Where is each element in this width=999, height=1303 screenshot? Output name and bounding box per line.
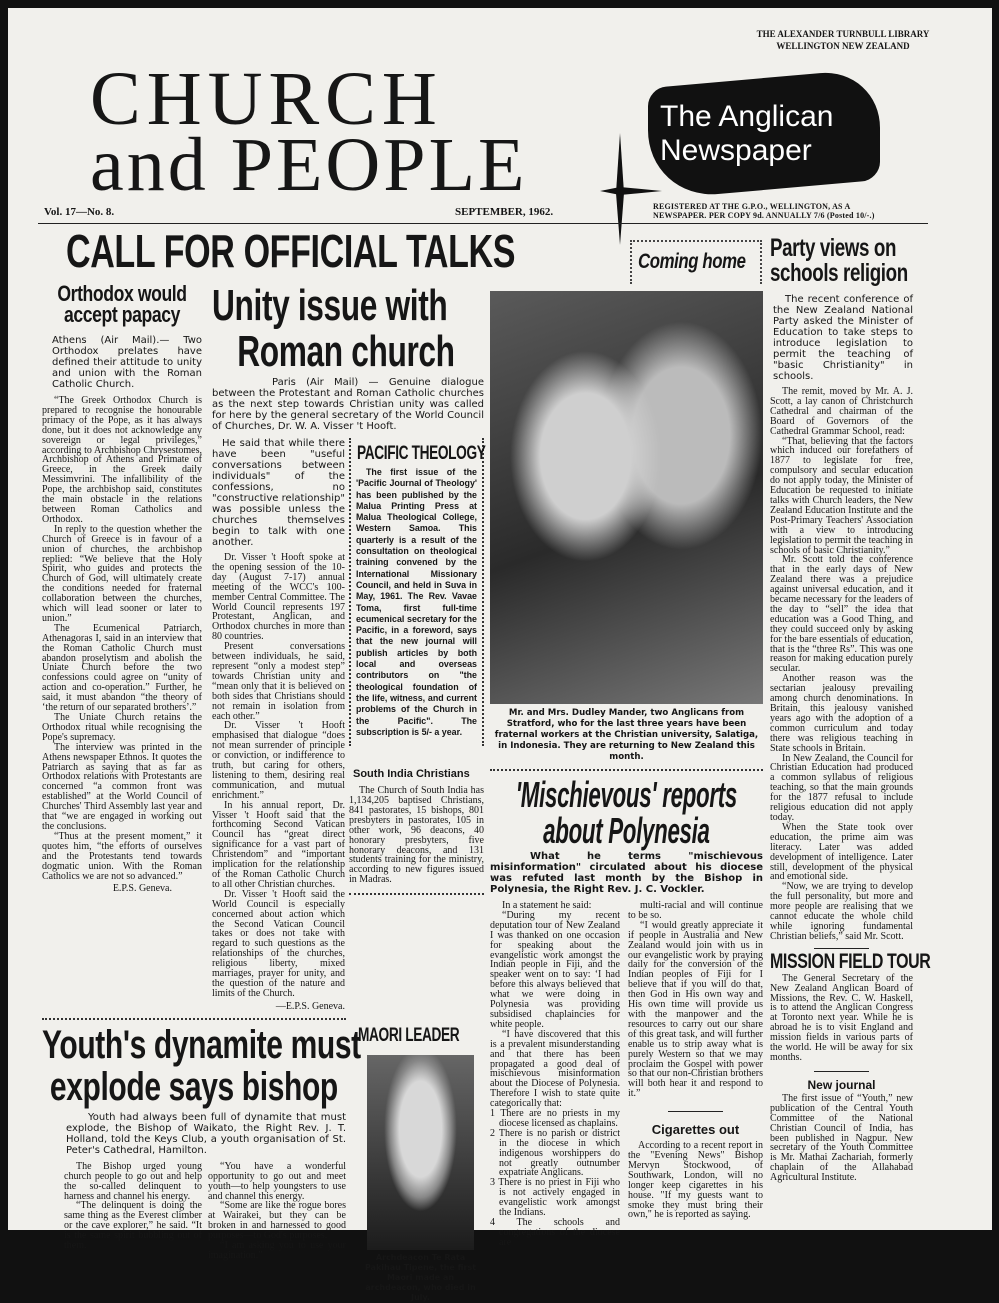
paragraph: Another reason was the sectarian jealousy prevailing among church denominations. In Britain, this jealousy vanished years ago with the adoption of a common curriculum and today there was religious teaching in State schools in Britain. xyxy=(770,673,913,754)
youth-body xyxy=(64,1162,346,1261)
library-stamp xyxy=(743,28,943,52)
paragraph: The Bishop urged young church people to go out and help the so-called delinquent to harness and channel his energy. xyxy=(64,1160,202,1202)
paragraph: “The delinquent is doing the same thing as the Everest climber or the cave explorer,” he said. “It is the same spirit bubbling out of them. xyxy=(64,1200,202,1252)
paragraph: The remit, moved by Mr. A. J. Scott, a lay canon of Christchurch Cathedral and chairman of the Board of Governors of the Cathedral Grammar School, read: xyxy=(770,386,913,437)
coming-home-label: Coming home xyxy=(638,250,746,273)
youth-article xyxy=(42,1018,361,1261)
orthodox-body xyxy=(42,396,202,881)
paragraph: Dr. Visser 't Hooft emphasised that dialogue “does not mean surrender of principle or conviction, or indifference to truth, but caring for others, listening to them, desiring real communication, and mutual enrichment.” xyxy=(212,720,345,801)
orthodox-headline xyxy=(42,283,202,329)
headline-line: 'Mischievous' reports xyxy=(515,774,737,815)
stamp-line: THE ALEXANDER TURNBULL LIBRARY xyxy=(756,29,930,39)
masthead-people: and PEOPLE xyxy=(90,123,528,207)
maori-caption: Archdeacon Te Rata Pakihau Tipene, the first Maori made an archdeacon, who died in July. xyxy=(364,1252,477,1302)
divider xyxy=(349,893,484,895)
youth-headline xyxy=(42,1022,361,1110)
mischievous-list xyxy=(490,1109,620,1248)
registration-line: REGISTERED AT THE G.P.O., WELLINGTON, AS A xyxy=(653,202,851,211)
mischievous-col1 xyxy=(490,901,620,1248)
divider xyxy=(490,769,763,771)
unity-body xyxy=(212,553,345,999)
unity-lede: Paris (Air Mail) — Genuine dialogue between the Protestant and Roman Catholic churches as the next step towards Christian unity was called for here by the general secretary of the World Council of Churches, Dr. W. A. Visser 't Hooft. xyxy=(212,377,484,432)
headline-line: accept papacy xyxy=(63,302,181,327)
paragraph: Mr. Scott told the conference that in the early days of New Zealand there was a prejudice against universal education, and it became necessary for the leaders of the day to “sell” the idea that education was a Good Thing, and they could succeed only by asking for the bare essentials of education, that is the “three Rs”. This was one reason for making education purely secular. xyxy=(770,554,913,675)
mischievous-col2-wrap xyxy=(628,901,763,1220)
middle-block xyxy=(490,291,763,1248)
headline-line: explode says bishop xyxy=(49,1064,338,1109)
mission-body: The General Secretary of the New Zealand Anglican Board of Missions, the Rev. C. W. Haskell, is to attend the Anglican Congress at Toronto next year. While he is abroad he is to visit England and mission fields in various parts of the world. He will be away for six months. xyxy=(770,972,913,1063)
banner-headline: CALL FOR OFFICIAL TALKS xyxy=(66,225,516,277)
paragraph: Present conversations between individuals, he said, represent “only a modest step” towards Christian unity and “mean only that it is believed on both sides that Christians should not remain in isolation from each other.” xyxy=(212,641,345,722)
logo-text xyxy=(660,100,833,168)
journal-headline: New journal xyxy=(807,1077,876,1092)
paragraph: 3 There is no priest in Fiji who is not actively engaged in evangelistic work amongst the Indians. xyxy=(490,1177,620,1219)
paragraph: “Some are like the rogue bores at Wairakei, but they can be broken in and harnessed to good purposes—to God's purposes. xyxy=(208,1200,346,1242)
paragraph: “I have discovered that this is a prevalent misunderstanding and that there has been propagated a good deal of mischievous misinformation about the Diocese of Polynesia. Therefore I wish to state quite categorically that: xyxy=(490,1028,620,1110)
divider xyxy=(814,948,869,949)
cigarettes-body: According to a recent report in the "Evening News" Bishop Mervyn Stockwood, of Southwark, London, will no longer keep cigarettes in his house. "If my guests want to smoke they must bring their own," he is reported as saying. xyxy=(628,1140,763,1221)
unity-columns xyxy=(212,438,484,1012)
paragraph: “That, believing that the factors which induced our forefathers of 1877 to legislate for free, compulsory and secular education do not apply today, the Minister of Education be requested to initiate talks with Church leaders, the New Zealand Education Institute and the Post-Primary Teachers' Association with a view to introducing legislation to permit the teaching in schools of basic Christianity.” xyxy=(770,435,913,556)
paragraph: 2 There is no parish or district in the diocese in which indigenous worshippers do not greatly outnumber expatriate Anglicans. xyxy=(490,1127,620,1179)
headline-line: schools religion xyxy=(770,259,908,287)
mischievous-lede: What he terms "mischievous misinformation" circulated about his diocese was refuted last month by the Bishop in Polynesia, the Right Rev. J. C. Vockler. xyxy=(490,851,763,895)
paragraph: “Now, we are trying to develop the full personality, but more and more people are realising that we cannot educate the whole child while ignoring fundamental Christian beliefs,” said Mr. Scott. xyxy=(770,881,913,942)
maori-headline: MAORI LEADER xyxy=(358,1024,460,1046)
coming-home-box xyxy=(630,240,762,284)
paragraph: multi-racial and will continue to be so. xyxy=(628,900,763,921)
left-block xyxy=(42,283,484,1303)
orthodox-credit: E.P.S. Geneva. xyxy=(112,883,172,895)
pacific-theology-box xyxy=(349,438,484,746)
headline-line: Youth's dynamite must xyxy=(42,1022,361,1067)
photo-caption: Mr. and Mrs. Dudley Mander, two Anglicans from Stratford, who for the last three years have been fraternal workers at the Christian university, Salatiga, in Indonesia. They are returning to New Zealand this month. xyxy=(494,708,759,762)
cigarettes-headline: Cigarettes out xyxy=(651,1122,740,1138)
masthead-rule xyxy=(38,223,928,224)
divider xyxy=(668,1111,723,1112)
paragraph: Dr. Visser 't Hooft said the World Council is especially concerned about action which the Second Vatican Council takes or does not take with regard to such questions as the relationships of the churches, religious liberty, mixed marriages, prayer for unity, and the question of the nature and limits of the Church. xyxy=(212,888,345,999)
masthead-title xyxy=(90,57,528,207)
headline-line: Roman church xyxy=(237,327,455,376)
south-india-headline: South India Christians xyxy=(353,768,470,781)
mischievous-columns xyxy=(490,901,763,1248)
paragraph: In reply to the question whether the Church of Greece is in favour of a union of churches, the archbishop replied: “We believe that the Holy Spirit, who guides and protects the Church of God, will ultimately create the conditions needed for fraternal collaboration between the churches, which will lead sooner or later to union.” xyxy=(42,523,202,624)
paragraph: 1 There are no priests in my diocese licensed as chaplains. xyxy=(490,1108,620,1129)
volume-number: Vol. 17—No. 8. xyxy=(44,206,115,218)
pacific-headline: PACIFIC THEOLOGY xyxy=(357,443,486,464)
paragraph: The Ecumenical Patriarch, Athenagoras I, said in an interview that the Roman Catholic Church must abandon proselytism and abolish the Uniate Church before the two confessions could agree on “unity of action and co-operation.” Further, he said, it must abandon “the theory of ‘the return of our separated brothers’.” xyxy=(42,622,202,714)
headline-line: about Polynesia xyxy=(543,810,710,851)
pacific-body: The first issue of the 'Pacific Journal of Theology' has been published by the Malua Printing Press at Malua Theological College, Western Samoa. This quarterly is a result of the consultation on theological training convened by the International Missionary Council, and held in Suva in May, 1961. The Rev. Vavae Toma, first full-time ecumenical secretary for the Pacific, in a foreword, says that the new journal will publish articles by both local and overseas contributors on "the theological foundation of the life, witness, and current problems of the Church in the Pacific". The subscription is 5/- a year. xyxy=(356,467,477,737)
headline-line: Orthodox would xyxy=(57,281,187,306)
paragraph: “You have a wonderful opportunity to go out and meet youth—to help youngsters to use and channel this energy. xyxy=(208,1160,346,1202)
mischievous-col2 xyxy=(628,901,763,1099)
unity-intro: He said that while there have been "useful conversations between individuals" of the confessions, no "constructive relationship" was possible unless the churches themselves begin to talk with one another. xyxy=(212,438,345,548)
orthodox-lede: Athens (Air Mail).— Two Orthodox prelates have defined their attitude to unity and union with the Roman Catholic Church. xyxy=(52,335,202,390)
registration-notice xyxy=(653,203,875,220)
paragraph: When the State took over education, the prime aim was literacy. Later was added development of intelligence. Later still, development of the physical and emotional side. xyxy=(770,821,913,883)
paragraph: In a statement he said: xyxy=(502,900,592,911)
newspaper-page xyxy=(8,8,992,1302)
stamp-line: WELLINGTON NEW ZEALAND xyxy=(776,41,910,51)
journal-body: The first issue of “Youth,” new publication of the Central Youth Committee of the National Christian Council of India, has been published in Nagpur. New secretary of the Youth Committee is Mr. Mathai Zachariah, formerly chaplain of the Allahabad Agricultural Institute. xyxy=(770,1092,913,1184)
issue-date: SEPTEMBER, 1962. xyxy=(455,206,554,218)
paragraph: Dr. Visser 't Hooft spoke at the opening session of the 10-day (August 7-17) annual meeting of the WCC's 100-member Central Committee. The World Council represents 197 Protestant, Anglican, and Orthodox churches in more than 80 countries. xyxy=(212,552,345,643)
top-stories-row xyxy=(42,283,484,1012)
mischievous-body xyxy=(490,901,620,1109)
bottom-stories-row xyxy=(42,1018,484,1303)
paragraph: In his annual report, Dr. Visser 't Hooft said that the forthcoming Second Vatican Council has “great direct significance for a vast part of Christendom” and “important implication for the relationship of the Roman Catholic Church to all other Christian churches. xyxy=(212,799,345,890)
paragraph: The Uniate Church retains the Orthodox ritual while recognising the Pope's supremacy. xyxy=(42,712,202,743)
south-india-body: The Church of South India has 1,134,205 baptised Christians, 841 pastorates, 15 bishops, 801 presbyters in pastorates, 105 in other work, 96 deacons, 40 honorary presbyters, five honorary deacons, and 131 students training for the ministry, according to new figures issued in Madras. xyxy=(349,785,484,886)
paragraph: “The Greek Orthodox Church is prepared to recognise the honourable primacy of the Pope, as it has always done, but it does not acknowledge any sovereign or legal privileges,” according to Archbishop Chrysestomes, Archbishop of Athens and Primate of Greece, in the Greek daily Messimvrini. The infallibility of the Pope, the archbishop said, constitutes the main obstacle in the relations between Roman Catholics and Orthodox. xyxy=(42,395,202,525)
right-column xyxy=(770,234,931,1184)
headline-line: Unity issue with xyxy=(212,281,448,330)
maori-article xyxy=(358,1018,483,1303)
divider xyxy=(814,1071,869,1072)
paragraph: The interview was printed in the Athens newspaper Ethnos. It quotes the Patriarch as saying that as far as Orthodox relations with Protestants are concerned “a common front was established” at the World Council of Churches' Third Assembly last year and that “we are engaged in working out the conclusions. xyxy=(42,741,202,832)
headline-line: Party views on xyxy=(770,234,897,262)
paragraph: “I am asking you to use your imagination.” xyxy=(208,1240,346,1261)
side-column xyxy=(349,438,484,895)
paragraph: 4 The schools and congregations of the diocese are xyxy=(490,1217,620,1248)
mission-headline: MISSION FIELD TOUR xyxy=(770,949,931,973)
youth-lede: Youth had always been full of dynamite that must explode, the Bishop of Waikato, the Right Rev. J. T. Holland, told the Keys Club, a youth organisation of St. Peter's Cathedral, Hamilton. xyxy=(66,1111,346,1156)
unity-credit: —E.P.S. Geneva. xyxy=(275,1000,345,1012)
logo-line: The Anglican xyxy=(660,100,834,133)
unity-column xyxy=(212,438,345,1012)
unity-article xyxy=(212,283,484,1012)
party-body xyxy=(770,387,913,942)
party-headline xyxy=(770,234,908,288)
photo-mr-mrs-mander xyxy=(490,291,763,704)
registration-line: NEWSPAPER. PER COPY 9d. ANNUALLY 7/6 (Posted 10/-.) xyxy=(653,210,875,220)
mischievous-headline xyxy=(490,774,763,851)
paragraph: In New Zealand, the Council for Christian Education had produced a common syllabus of religious teaching, so that the main grounds for the 1877 refusal to include religious education did not apply today. xyxy=(770,752,913,823)
masthead-church: CHURCH xyxy=(90,57,443,141)
paragraph: “Thus at the present moment,” it quotes him, “the efforts of ourselves and the Protestants tend towards dogmatic union. With the Roman Catholics we are not so advanced.” xyxy=(42,830,202,882)
photo-archdeacon xyxy=(367,1055,474,1250)
orthodox-article xyxy=(42,283,202,894)
logo-line: Newspaper xyxy=(660,134,812,167)
paragraph: “I would greatly appreciate it if people in Australia and New Zealand would join with us in our evangelistic work by praying daily for the conversion of the Indian peoples of Fiji for I believe that if you will do that, then God in His own way and His own time will provide us with the manpower and the resources to carry out our share of this great task, and will further enable us to strip away what is purely Western so that we may proclaim the Gospel with power so that our non-Christian brothers will both hear it and respond to it.” xyxy=(628,919,763,1100)
unity-headline xyxy=(212,281,455,376)
divider xyxy=(42,1018,346,1020)
paragraph: “During my recent deputation tour of New Zealand I was thanked on one occasion for speaking about the evangelistic work amongst the Indian people in Fiji, and the speaker went on to say: ‘I had before this always believed that what we were doing in Polynesia was providing subsidised chaplaincies for white people. xyxy=(490,909,620,1030)
party-lede: The recent conference of the New Zealand National Party asked the Minister of Education to take steps to introduce legislation to permit the teaching of "basic Christianity" in schools. xyxy=(773,294,913,382)
